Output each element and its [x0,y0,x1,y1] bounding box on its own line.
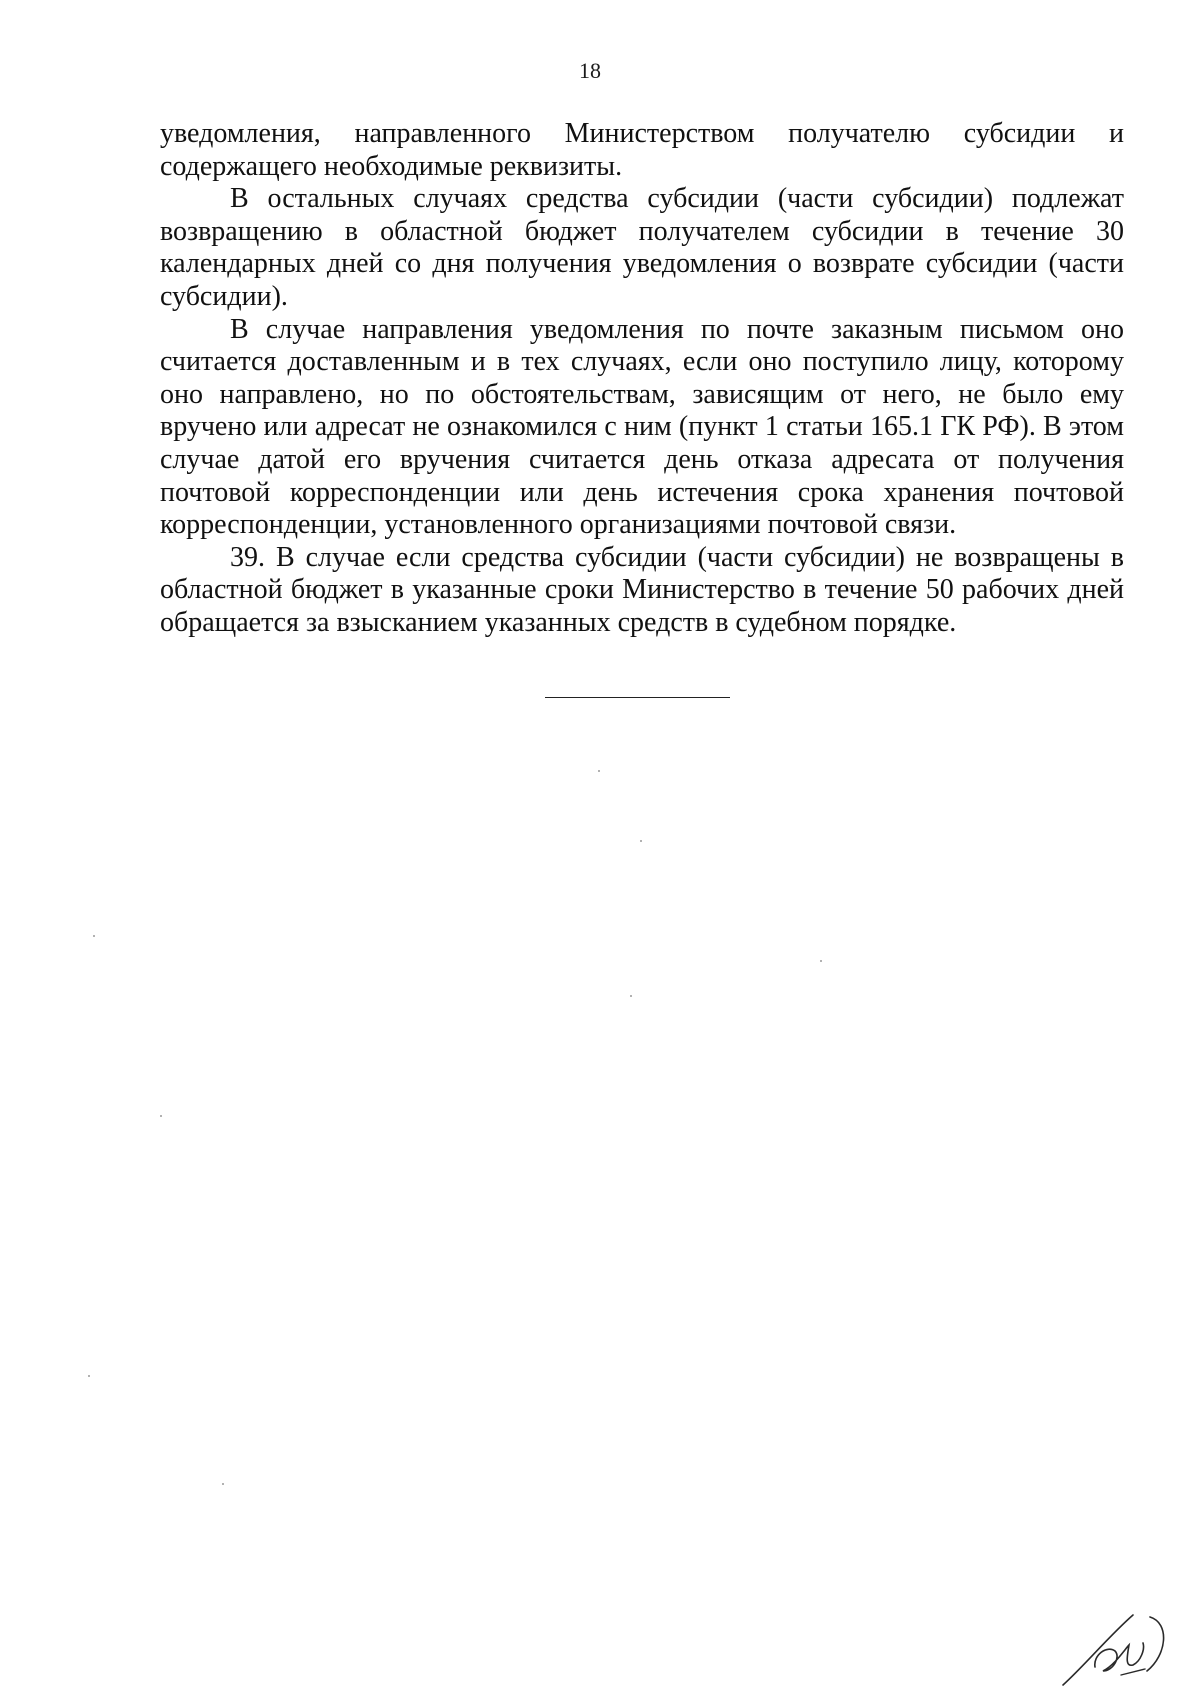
scan-speck [598,770,600,772]
document-body [160,118,1124,640]
handwritten-signature [1055,1605,1175,1690]
paragraph-postal-notice: В случае направления уведомления по почте заказным письмом оно считается доставленным и в тех случаях, если оно поступило лицу, которому оно направлено, но по обстоятельствам, зависящим от него, не было ему вручено или адресат не ознакомился с ним (пункт 1 статьи 165.1 ГК РФ). В этом случае датой его вручения считается день отказа адресата от получения почтовой корреспонденции или день истечения срока хранения почтовой корреспонденции, установленного организациями почтовой связи. [160,313,1124,541]
scan-speck [93,935,95,937]
paragraph-refund-term: В остальных случаях средства субсидии (части субсидии) подлежат возвращению в областной бюджет получателем субсидии в течение 30 календарных дней со дня получения уведомления о возврате субсидии (части субсидии). [160,183,1124,312]
end-of-text-rule [545,697,730,698]
scan-speck [88,1375,90,1377]
scan-speck [640,840,642,842]
page-number: 18 [579,58,601,83]
scan-speck [160,1115,162,1117]
scan-speck [222,1483,224,1485]
scan-speck [820,960,822,962]
paragraph-clause-39: 39. В случае если средства субсидии (части субсидии) не возвращены в областной бюджет в указанные сроки Министерство в течение 50 рабочих дней обращается за взысканием указанных средств в судебном порядке. [160,541,1124,638]
scan-speck [630,995,632,997]
paragraph-continuation: уведомления, направленного Министерством получателю субсидии и содержащего необходимые реквизиты. [160,118,1124,182]
